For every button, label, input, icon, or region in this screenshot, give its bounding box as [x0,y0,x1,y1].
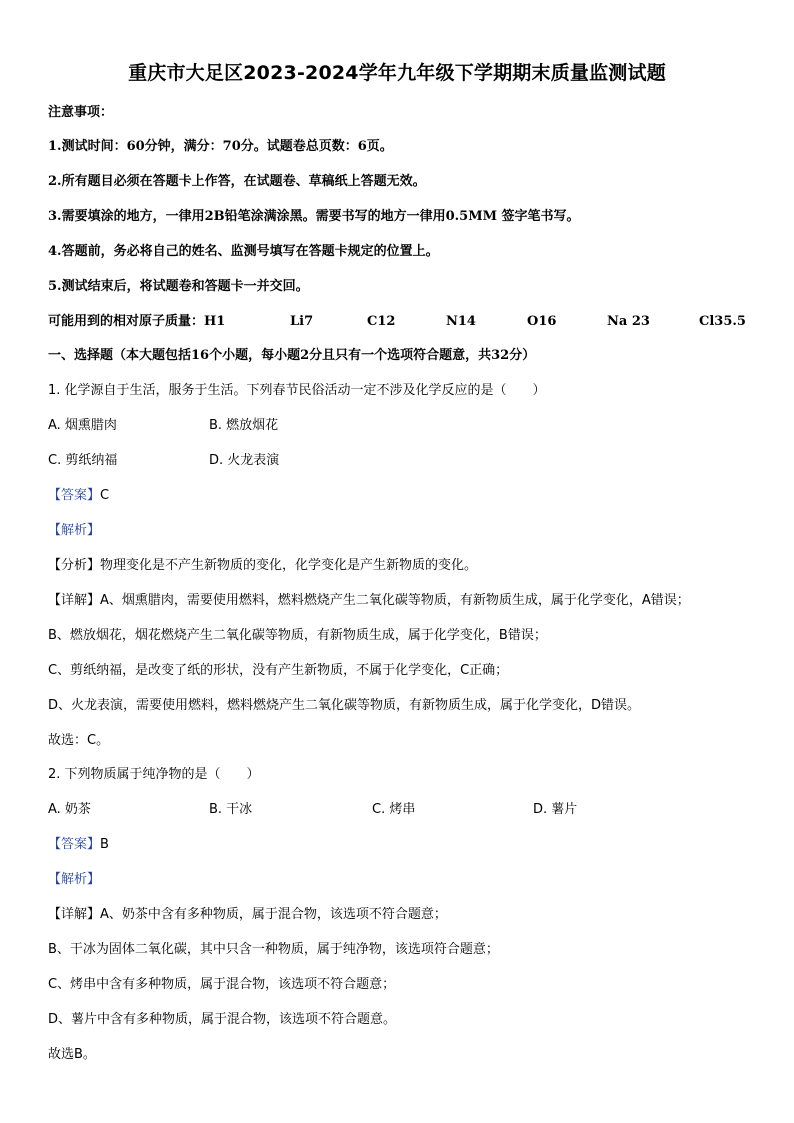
question-1-answer [48,487,109,505]
detail-tag: 【详解】 [48,593,101,608]
notice-item-1: 1.测试时间：60分钟，满分：70分。试题卷总页数：6页。 [48,139,393,154]
notice-item-4: 4.答题前，务必将自己的姓名、监测号填写在答题卡规定的位置上。 [48,244,439,259]
question-1-stem: 1. 化学源自于生活，服务于生活。下列春节民俗活动一定不涉及化学反应的是（ ） [48,383,546,398]
question-2-detail-c: C、烤串中含有多种物质，属于混合物，该选项不符合题意； [48,977,396,992]
answer-value: C [100,488,110,503]
page-title: 重庆市大足区2023-2024学年九年级下学期期末质量监测试题 [128,62,666,84]
detail-tag: 【详解】 [48,907,101,922]
atomic-mass-n: N14 [446,314,476,329]
fenxi-tag: 【分析】 [48,558,101,573]
question-2-detail-b: B、干冰为固体二氧化碳，其中只含一种物质，属于纯净物，该选项符合题意； [48,942,499,957]
atomic-mass-c: C12 [367,314,396,329]
notice-item-3: 3.需要填涂的地方，一律用2B铅笔涂满涂黑。需要书写的地方一律用0.5MM 签字笔书写。 [48,209,580,224]
atomic-mass-na: Na 23 [607,314,650,329]
question-1-detail-a [48,592,690,610]
atomic-mass-o: O16 [527,314,557,329]
question-1-fenxi [48,557,477,575]
question-1-detail-b: B、燃放烟花，烟花燃烧产生二氧化碳等物质，有新物质生成，属于化学变化，B错误； [48,628,547,643]
question-1-option-b: B. 燃放烟花 [209,418,279,433]
question-2-option-d: D. 薯片 [533,802,578,817]
atomic-mass-li: Li7 [290,314,314,329]
atomic-mass-label: 可能用到的相对原子质量：H1 [48,314,226,329]
notice-heading: 注意事项： [48,105,114,120]
fenxi-text: 物理变化是不产生新物质的变化，化学变化是产生新物质的变化。 [100,558,478,573]
question-2-option-c: C. 烤串 [372,802,416,817]
question-2-detail-d: D、薯片中含有多种物质，属于混合物，该选项不符合题意。 [48,1012,397,1027]
question-2-stem: 2. 下列物质属于纯净物的是（ ） [48,767,260,782]
question-1-detail-d: D、火龙表演，需要使用燃料，燃料燃烧产生二氧化碳等物质，有新物质生成，属于化学变化，D错误。 [48,698,641,713]
detail-text: A、奶茶中含有多种物质，属于混合物，该选项不符合题意； [100,907,447,922]
notice-item-5: 5.测试结束后，将试题卷和答题卡一并交回。 [48,279,309,294]
question-2-option-a: A. 奶茶 [48,802,91,817]
question-2-analysis-tag: 【解析】 [48,872,101,887]
question-2-conclusion: 故选B。 [48,1047,96,1062]
question-1-option-d: D. 火龙表演 [209,453,280,468]
question-2-detail-a [48,906,447,924]
atomic-mass-cl: Cl35.5 [699,314,746,329]
question-2-answer [48,836,109,854]
section-heading: 一、选择题（本大题包括16个小题，每小题2分且只有一个选项符合题意，共32分） [48,348,536,363]
question-1-option-a: A. 烟熏腊肉 [48,418,117,433]
question-1-option-c: C. 剪纸纳福 [48,453,118,468]
answer-tag: 【答案】 [48,837,101,852]
question-1-detail-c: C、剪纸纳福，是改变了纸的形状，没有产生新物质，不属于化学变化，C正确； [48,663,509,678]
atomic-mass-row [48,313,748,331]
answer-tag: 【答案】 [48,488,101,503]
question-1-analysis-tag: 【解析】 [48,523,101,538]
detail-text: A、烟熏腊肉，需要使用燃料，燃料燃烧产生二氧化碳等物质，有新物质生成，属于化学变化，A错误； [100,593,690,608]
notice-item-2: 2.所有题目必须在答题卡上作答，在试题卷、草稿纸上答题无效。 [48,174,426,189]
question-1-conclusion: 故选：C。 [48,733,110,748]
answer-value: B [100,837,109,852]
question-2-option-b: B. 干冰 [209,802,253,817]
